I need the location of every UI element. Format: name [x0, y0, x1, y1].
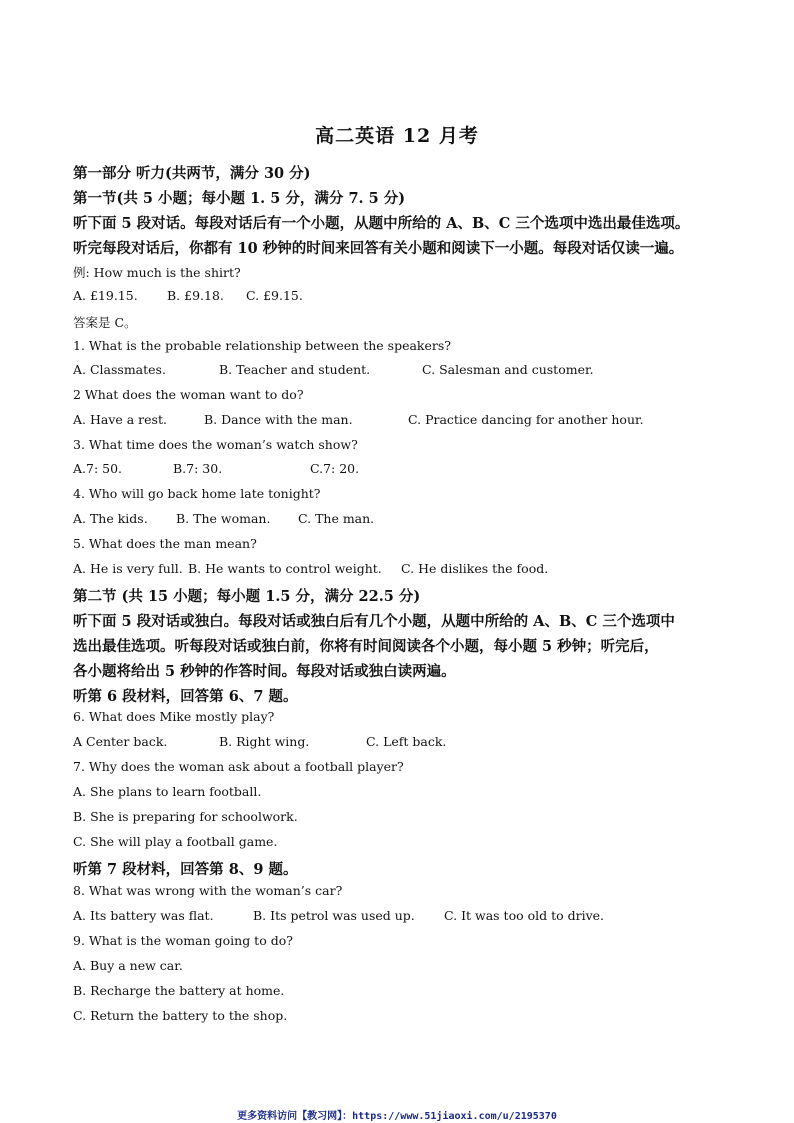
example-option-b: B. £9.18. — [167, 288, 224, 303]
q1-option-a: A. Classmates. — [73, 362, 166, 377]
q6-option-c: C. Left back. — [366, 734, 447, 749]
q3-option-c: C.7: 20. — [310, 461, 360, 476]
material-6-heading: 听第 6 段材料，回答第 6、7 题。 — [73, 688, 298, 705]
q9-option-b: B. Recharge the battery at home. — [73, 983, 285, 998]
example-option-c: C. £9.15. — [246, 288, 303, 303]
question-8: 8. What was wrong with the woman’s car? — [73, 883, 343, 898]
example-question: 例: How much is the shirt? — [73, 265, 241, 280]
q2-option-b: B. Dance with the man. — [204, 412, 353, 427]
section2-instruction-3: 各小题将给出 5 秒钟的作答时间。每段对话或独白读两遍。 — [73, 663, 456, 680]
question-2: 2 What does the woman want to do? — [73, 387, 304, 402]
q8-option-b: B. Its petrol was used up. — [253, 908, 415, 923]
q7-option-a: A. She plans to learn football. — [73, 784, 262, 799]
q5-option-a: A. He is very full. — [73, 561, 183, 576]
q8-option-c: C. It was too old to drive. — [444, 908, 605, 923]
example-answer: 答案是 C。 — [73, 315, 137, 330]
q3-option-b: B.7: 30. — [173, 461, 223, 476]
q6-option-b: B. Right wing. — [219, 734, 310, 749]
question-5: 5. What does the man mean? — [73, 536, 257, 551]
q7-option-b: B. She is preparing for schoolwork. — [73, 809, 298, 824]
page-title: 高二英语 12 月考 — [315, 125, 479, 147]
q4-option-a: A. The kids. — [73, 511, 148, 526]
section2-instruction-1: 听下面 5 段对话或独白。每段对话或独白后有几个小题，从题中所给的 A、B、C 三个选项中 — [73, 613, 675, 630]
q2-option-a: A. Have a rest. — [73, 412, 167, 427]
section1-instruction-1: 听下面 5 段对话。每段对话后有一个小题，从题中所给的 A、B、C 三个选项中选出最佳选项。 — [73, 215, 690, 232]
example-option-a: A. £19.15. — [73, 288, 138, 303]
q3-option-a: A.7: 50. — [73, 461, 123, 476]
question-9: 9. What is the woman going to do? — [73, 933, 293, 948]
q6-option-a: A Center back. — [73, 734, 168, 749]
section2-instruction-2: 选出最佳选项。听每段对话或独白前，你将有时间阅读各个小题，每小题 5 秒钟；听完后， — [73, 638, 659, 655]
question-6: 6. What does Mike mostly play? — [73, 709, 275, 724]
q1-option-b: B. Teacher and student. — [219, 362, 371, 377]
q1-option-c: C. Salesman and customer. — [422, 362, 594, 377]
question-7: 7. Why does the woman ask about a football player? — [73, 759, 404, 774]
part1-heading: 第一部分 听力(共两节，满分 30 分) — [73, 165, 311, 182]
q8-option-a: A. Its battery was flat. — [73, 908, 214, 923]
q2-option-c: C. Practice dancing for another hour. — [408, 412, 644, 427]
section1-instruction-2: 听完每段对话后，你都有 10 秒钟的时间来回答有关小题和阅读下一小题。每段对话仅读一遍。 — [73, 240, 684, 257]
q5-option-b: B. He wants to control weight. — [188, 561, 382, 576]
q4-option-c: C. The man. — [298, 511, 375, 526]
question-4: 4. Who will go back home late tonight? — [73, 486, 321, 501]
section2-heading: 第二节 (共 15 小题；每小题 1.5 分，满分 22.5 分) — [73, 588, 421, 605]
footer-link[interactable]: 更多资料访问【教习网】：https://www.51jiaoxi.com/u/2195370 — [237, 1111, 557, 1122]
q9-option-c: C. Return the battery to the shop. — [73, 1008, 288, 1023]
q9-option-a: A. Buy a new car. — [73, 958, 183, 973]
q7-option-c: C. She will play a football game. — [73, 834, 278, 849]
material-7-heading: 听第 7 段材料，回答第 8、9 题。 — [73, 861, 298, 878]
question-1: 1. What is the probable relationship between the speakers? — [73, 338, 451, 353]
q4-option-b: B. The woman. — [176, 511, 271, 526]
question-3: 3. What time does the woman’s watch show? — [73, 437, 358, 452]
section1-heading: 第一节(共 5 小题；每小题 1. 5 分，满分 7. 5 分) — [73, 190, 406, 207]
q5-option-c: C. He dislikes the food. — [401, 561, 549, 576]
